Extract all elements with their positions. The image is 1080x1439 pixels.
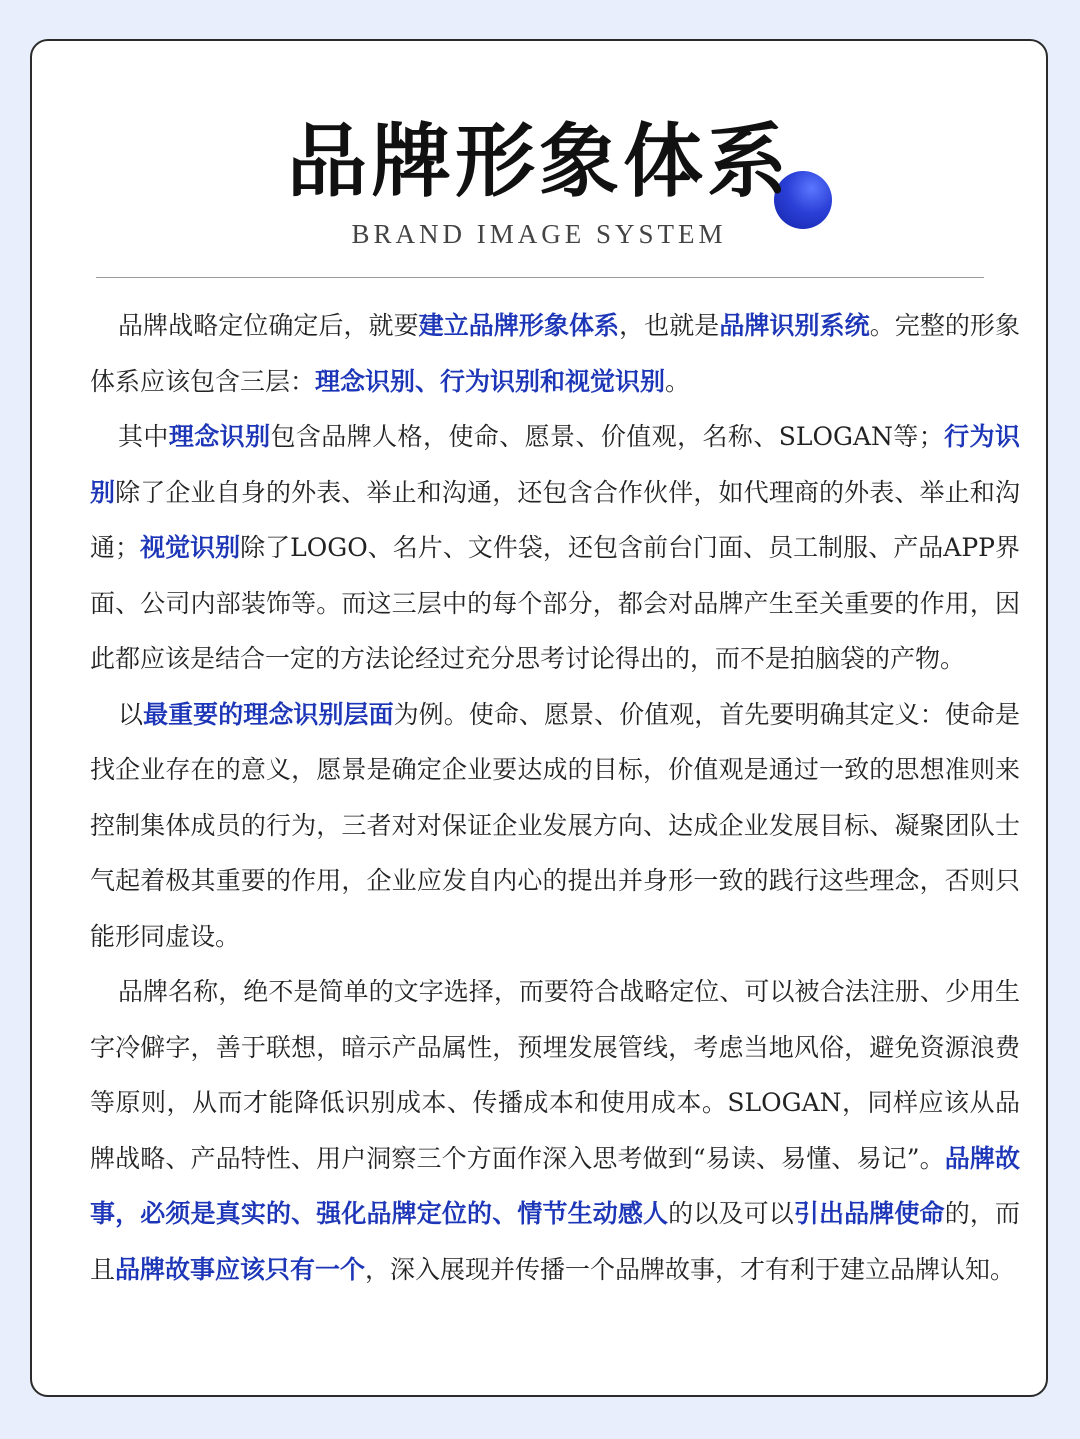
title-divider [96,277,984,278]
highlight: 建立品牌形象体系 [418,311,620,340]
paragraph-2: 其中理念识别包含品牌人格，使命、愿景、价值观，名称、SLOGAN等；行为识别除了企业自身的外表、举止和沟通，还包含合作伙伴，如代理商的外表、举止和沟通；视觉识别除了LOGO、名片、文件袋，还包含前台门面、员工制服、产品APP界面、公司内部装饰等。而这三层中的每个部分，都会对品牌产生至关重要的作用，因此都应该是结合一定的方法论经过充分思考讨论得出的，而不是拍脑袋的产物。 [90,422,1020,673]
paragraph-3: 以最重要的理念识别层面为例。使命、愿景、价值观，首先要明确其定义：使命是找企业存在的意义，愿景是确定企业要达成的目标，价值观是通过一致的思想准则来控制集体成员的行为，三者对对保证企业发展方向、达成企业发展目标、凝聚团队士气起着极其重要的作用，企业应发自内心的提出并身形一致的践行这些理念，否则只能形同虚设。 [90,699,1020,951]
article-body [90,298,1020,1297]
page-subtitle: BRAND IMAGE SYSTEM [351,219,727,249]
highlight: 品牌故事应该只有一个 [115,1254,366,1284]
page-title: 品牌形象体系 [287,114,791,208]
highlight: 视觉识别 [140,533,241,562]
highlight: 最重要的理念识别层面 [143,699,394,729]
highlight: 行为识别 [90,422,1020,507]
paragraph-4: 品牌名称，绝不是简单的文字选择，而要符合战略定位、可以被合法注册、少用生字冷僻字，善于联想，暗示产品属性，预埋发展管线，考虑当地风俗，避免资源浪费等原则，从而才能降低识别成本、传播成本和使用成本。SLOGAN，同样应该从品牌战略、产品特性、用户洞察三个方面作深入思考做到“易读、易懂、易记”。品牌故事，必须是真实的、强化品牌定位的、情节生动感人的以及可以引出品牌使命的，而且品牌故事应该只有一个，深入展现并传播一个品牌故事，才有利于建立品牌认知。 [90,977,1020,1284]
title-block [32,111,1046,211]
highlight: 理念识别、行为识别和视觉识别 [315,366,666,396]
highlight: 理念识别 [168,422,271,451]
highlight: 品牌故事，必须是真实的、强化品牌定位的、情节生动感人 [90,1143,1020,1228]
paragraph-1: 品牌战略定位确定后，就要建立品牌形象体系，也就是品牌识别系统。完整的形象体系应该包含三层：理念识别、行为识别和视觉识别。 [90,311,1020,396]
content-card [30,39,1048,1397]
highlight: 品牌识别系统 [719,311,870,340]
highlight: 引出品牌使命 [793,1199,945,1228]
